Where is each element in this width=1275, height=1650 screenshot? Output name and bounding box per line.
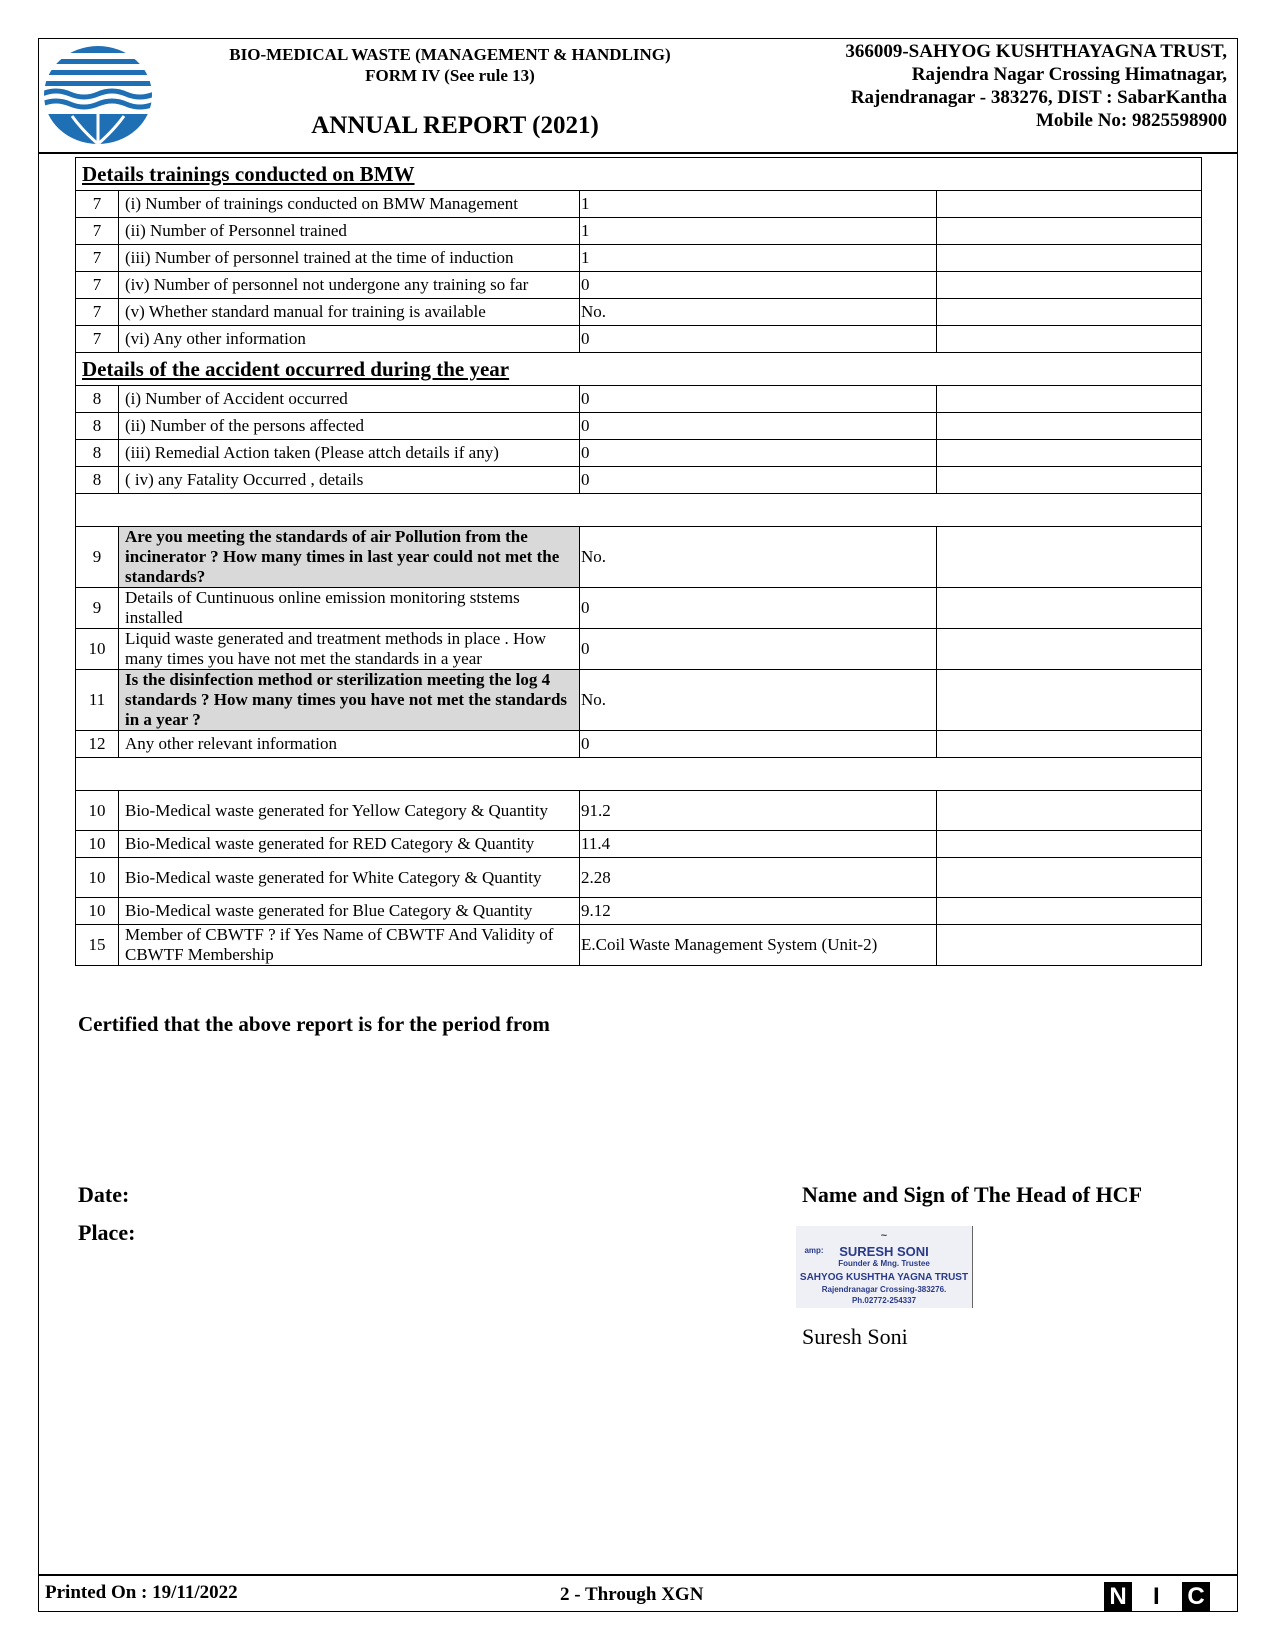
cpcb-logo-icon xyxy=(42,44,154,146)
row-description: (i) Number of trainings conducted on BMW Management xyxy=(119,191,580,218)
stamp-phone: Ph.02772-254337 xyxy=(851,1296,917,1305)
table-row xyxy=(76,858,1202,898)
org-line3: Rajendranagar - 383276, DIST : SabarKantha xyxy=(850,87,1227,108)
row-number: 10 xyxy=(76,791,119,831)
row-number: 8 xyxy=(76,467,119,494)
row-value: 0 xyxy=(580,731,937,758)
row-description: Liquid waste generated and treatment methods in place . How many times you have not met the standards in a year xyxy=(119,629,580,670)
table-row xyxy=(76,898,1202,925)
row-description: (v) Whether standard manual for training is available xyxy=(119,299,580,326)
org-line4: Mobile No: 9825598900 xyxy=(1035,110,1227,131)
row-description: Bio-Medical waste generated for Yellow Category & Quantity xyxy=(119,791,580,831)
row-description: (iii) Remedial Action taken (Please attch details if any) xyxy=(119,440,580,467)
blank-row xyxy=(76,494,1202,527)
row-description: ( iv) any Fatality Occurred , details xyxy=(119,467,580,494)
table-row xyxy=(76,218,1202,245)
blank-cell xyxy=(76,758,1202,791)
row-description: Bio-Medical waste generated for White Category & Quantity xyxy=(119,858,580,898)
section-header-row xyxy=(76,158,1202,191)
section-title-accidents: Details of the accident occurred during the year xyxy=(76,353,1202,386)
row-value: 0 xyxy=(580,440,937,467)
row-extra-cell xyxy=(937,527,1202,588)
row-extra-cell xyxy=(937,440,1202,467)
row-extra-cell xyxy=(937,191,1202,218)
form-title xyxy=(190,44,710,86)
row-extra-cell xyxy=(937,326,1202,353)
date-label: Date: xyxy=(78,1182,130,1207)
org-line2: Rajendra Nagar Crossing Himatnagar, xyxy=(911,64,1227,85)
row-description: (ii) Number of Personnel trained xyxy=(119,218,580,245)
table-row xyxy=(76,440,1202,467)
nic-logo-separator: I xyxy=(1153,1583,1160,1610)
row-extra-cell xyxy=(937,272,1202,299)
row-number: 7 xyxy=(76,326,119,353)
nic-logo-n-icon: N xyxy=(1104,1582,1132,1612)
row-number: 11 xyxy=(76,670,119,731)
row-description: Details of Cuntinuous online emission monitoring ststems installed xyxy=(119,588,580,629)
row-number: 8 xyxy=(76,440,119,467)
row-number: 9 xyxy=(76,527,119,588)
row-number: 9 xyxy=(76,588,119,629)
table-row xyxy=(76,413,1202,440)
row-extra-cell xyxy=(937,831,1202,858)
row-description: Is the disinfection method or sterilization meeting the log 4 standards ? How many times you have not met the standards in a year ? xyxy=(119,670,580,731)
stamp-address: Rajendranagar Crossing-383276. xyxy=(821,1285,947,1294)
row-description: (i) Number of Accident occurred xyxy=(119,386,580,413)
row-number: 7 xyxy=(76,218,119,245)
blank-row xyxy=(76,758,1202,791)
row-extra-cell xyxy=(937,467,1202,494)
table-row xyxy=(76,527,1202,588)
row-number: 7 xyxy=(76,245,119,272)
row-value: 0 xyxy=(580,588,937,629)
row-extra-cell xyxy=(937,245,1202,272)
table-row xyxy=(76,467,1202,494)
row-value: 1 xyxy=(580,191,937,218)
certification-text: Certified that the above report is for the period from xyxy=(78,1012,550,1036)
row-value: No. xyxy=(580,299,937,326)
row-description: (vi) Any other information xyxy=(119,326,580,353)
row-number: 10 xyxy=(76,629,119,670)
stamp-org: SAHYOG KUSHTHA YAGNA TRUST xyxy=(799,1272,969,1283)
table-row xyxy=(76,386,1202,413)
stamp-prefix: amp: xyxy=(804,1246,824,1255)
row-value: 0 xyxy=(580,629,937,670)
row-value: 1 xyxy=(580,245,937,272)
report-title: ANNUAL REPORT (2021) xyxy=(311,112,599,139)
row-extra-cell xyxy=(937,858,1202,898)
table-row xyxy=(76,731,1202,758)
row-description: (iv) Number of personnel not undergone any training so far xyxy=(119,272,580,299)
row-value: 91.2 xyxy=(580,791,937,831)
row-value: 11.4 xyxy=(580,831,937,858)
stamp-role: Founder & Mng. Trustee xyxy=(838,1259,930,1268)
row-extra-cell xyxy=(937,791,1202,831)
row-number: 8 xyxy=(76,413,119,440)
row-value: E.Coil Waste Management System (Unit-2) xyxy=(580,925,937,966)
row-value: No. xyxy=(580,670,937,731)
row-extra-cell xyxy=(937,670,1202,731)
row-value: 0 xyxy=(580,467,937,494)
section-title-trainings: Details trainings conducted on BMW xyxy=(76,158,1202,191)
row-extra-cell xyxy=(937,413,1202,440)
official-stamp xyxy=(796,1226,973,1308)
table-row xyxy=(76,245,1202,272)
printed-on: Printed On : 19/11/2022 xyxy=(45,1582,238,1603)
row-number: 15 xyxy=(76,925,119,966)
row-extra-cell xyxy=(937,629,1202,670)
table-row xyxy=(76,791,1202,831)
row-number: 10 xyxy=(76,898,119,925)
section-header-row xyxy=(76,353,1202,386)
row-extra-cell xyxy=(937,218,1202,245)
form-title-line2: FORM IV (See rule 13) xyxy=(365,66,535,85)
row-number: 10 xyxy=(76,831,119,858)
table-row xyxy=(76,299,1202,326)
form-title-line1: BIO-MEDICAL WASTE (MANAGEMENT & HANDLING) xyxy=(229,45,671,64)
row-number: 7 xyxy=(76,191,119,218)
row-number: 7 xyxy=(76,272,119,299)
table-row xyxy=(76,670,1202,731)
row-extra-cell xyxy=(937,925,1202,966)
row-description: Are you meeting the standards of air Pollution from the incinerator ? How many times in last year could not met the standards? xyxy=(119,527,580,588)
table-row xyxy=(76,272,1202,299)
row-description: Any other relevant information xyxy=(119,731,580,758)
footer-divider xyxy=(38,1574,1238,1576)
row-value: 1 xyxy=(580,218,937,245)
nic-logo-c-icon: C xyxy=(1182,1582,1210,1612)
row-extra-cell xyxy=(937,588,1202,629)
row-description: Bio-Medical waste generated for RED Category & Quantity xyxy=(119,831,580,858)
row-extra-cell xyxy=(937,386,1202,413)
table-row xyxy=(76,629,1202,670)
stamp-name: SURESH SONI xyxy=(839,1244,929,1259)
row-number: 12 xyxy=(76,731,119,758)
row-number: 7 xyxy=(76,299,119,326)
row-description: (ii) Number of the persons affected xyxy=(119,413,580,440)
table-row xyxy=(76,925,1202,966)
signature-scribble: ~ xyxy=(880,1230,888,1242)
signer-name: Suresh Soni xyxy=(802,1324,908,1349)
row-extra-cell xyxy=(937,898,1202,925)
row-description: (iii) Number of personnel trained at the time of induction xyxy=(119,245,580,272)
row-value: 0 xyxy=(580,386,937,413)
row-description: Bio-Medical waste generated for Blue Category & Quantity xyxy=(119,898,580,925)
org-line1: 366009-SAHYOG KUSHTHAYAGNA TRUST, xyxy=(845,41,1227,62)
row-extra-cell xyxy=(937,731,1202,758)
row-value: No. xyxy=(580,527,937,588)
row-value: 0 xyxy=(580,272,937,299)
row-value: 9.12 xyxy=(580,898,937,925)
blank-cell xyxy=(76,494,1202,527)
row-number: 8 xyxy=(76,386,119,413)
row-value: 2.28 xyxy=(580,858,937,898)
page-through: 2 - Through XGN xyxy=(560,1584,704,1605)
table-row xyxy=(76,191,1202,218)
table-row xyxy=(76,588,1202,629)
row-value: 0 xyxy=(580,326,937,353)
row-description: Member of CBWTF ? if Yes Name of CBWTF And Validity of CBWTF Membership xyxy=(119,925,580,966)
header-divider xyxy=(38,152,1238,154)
row-value: 0 xyxy=(580,413,937,440)
row-extra-cell xyxy=(937,299,1202,326)
row-number: 10 xyxy=(76,858,119,898)
place-label: Place: xyxy=(78,1220,136,1245)
signature-heading: Name and Sign of The Head of HCF xyxy=(802,1182,1143,1207)
table-row xyxy=(76,326,1202,353)
report-table xyxy=(75,157,1202,966)
organization-block xyxy=(767,40,1227,132)
table-row xyxy=(76,831,1202,858)
